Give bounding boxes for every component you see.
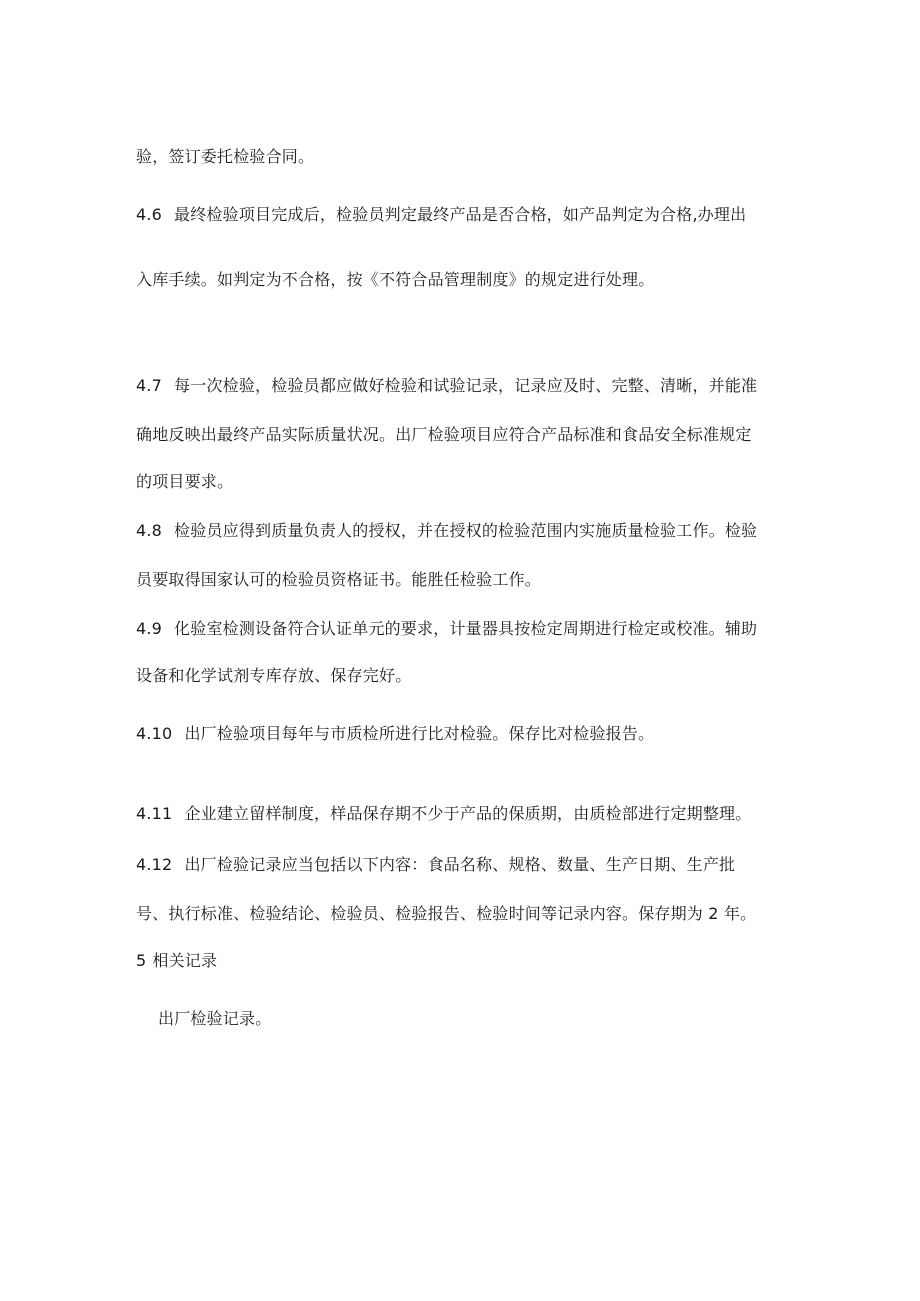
line-text: 检验员应得到质量负责人的授权，并在授权的检验范围内实施质量检验工作。检验 xyxy=(174,521,758,540)
line-text: 每一次检验，检验员都应做好检验和试验记录，记录应及时、完整、清晰，并能准 xyxy=(174,376,758,395)
paragraph-line xyxy=(136,724,654,744)
section-number: 4.9 xyxy=(136,619,163,638)
line-text: 设备和化学试剂专库存放、保存完好。 xyxy=(136,666,412,685)
paragraph-line xyxy=(136,904,756,924)
section-number: 4.10 xyxy=(136,724,173,743)
heading-text: 相关记录 xyxy=(152,951,218,970)
section-number: 5 xyxy=(136,951,147,970)
paragraph-line xyxy=(158,1009,271,1029)
paragraph-line xyxy=(136,521,757,541)
paragraph-line xyxy=(136,205,746,225)
line-text: 号、执行标准、检验结论、检验员、检验报告、检验时间等记录内容。保存期为 2 年。 xyxy=(136,904,757,923)
line-text: 确地反映出最终产品实际质量状况。出厂检验项目应符合产品标准和食品安全标准规定 xyxy=(136,425,752,444)
line-text: 化验室检测设备符合认证单元的要求，计量器具按检定周期进行检定或校准。辅助 xyxy=(174,619,758,638)
line-text: 入库手续。如判定为不合格，按《不符合品管理制度》的规定进行处理。 xyxy=(136,270,655,289)
paragraph-line xyxy=(136,376,757,396)
paragraph-line xyxy=(136,855,735,875)
paragraph-line xyxy=(136,619,757,639)
paragraph-line xyxy=(136,666,411,686)
line-text: 出厂检验记录应当包括以下内容：食品名称、规格、数量、生产日期、生产批 xyxy=(184,855,736,874)
section-number: 4.6 xyxy=(136,205,163,224)
line-text: 员要取得国家认可的检验员资格证书。能胜任检验工作。 xyxy=(136,570,542,589)
paragraph-line xyxy=(136,425,752,445)
section-number: 4.11 xyxy=(136,804,173,823)
line-text: 验，签订委托检验合同。 xyxy=(136,147,315,166)
paragraph-line xyxy=(136,270,654,290)
section-number: 4.7 xyxy=(136,376,163,395)
paragraph-line xyxy=(136,804,751,824)
section-number: 4.12 xyxy=(136,855,173,874)
line-text: 的项目要求。 xyxy=(136,472,234,491)
paragraph-line xyxy=(136,147,314,167)
paragraph-line xyxy=(136,472,233,492)
line-text: 出厂检验项目每年与市质检所进行比对检验。保存比对检验报告。 xyxy=(184,724,655,743)
section-number: 4.8 xyxy=(136,521,163,540)
line-text: 最终检验项目完成后，检验员判定最终产品是否合格，如产品判定为合格,办理出 xyxy=(174,205,747,224)
line-text: 出厂检验记录。 xyxy=(158,1009,272,1028)
line-text: 企业建立留样制度，样品保存期不少于产品的保质期，由质检部进行定期整理。 xyxy=(184,804,752,823)
section-heading xyxy=(136,951,217,971)
paragraph-line xyxy=(136,570,541,590)
